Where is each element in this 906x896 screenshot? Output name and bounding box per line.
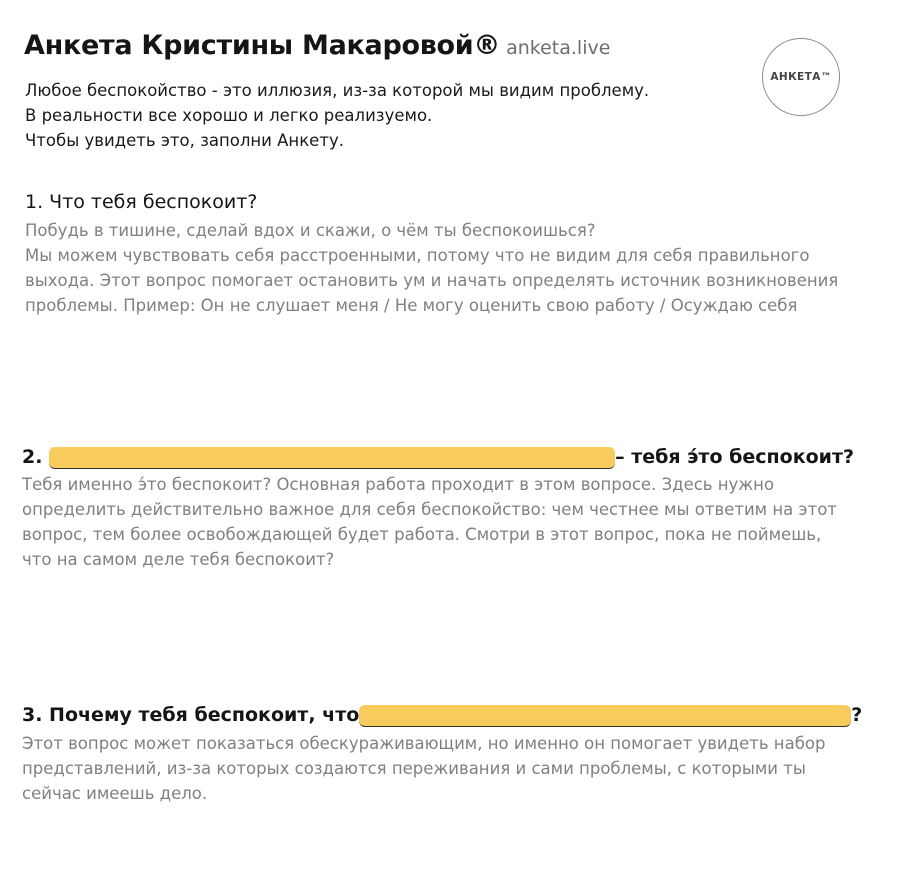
question-2-description	[22, 472, 852, 572]
question-3-title	[22, 704, 862, 727]
anketa-logo	[762, 38, 840, 116]
question-1-description	[25, 218, 855, 318]
description-line: выхода. Этот вопрос помогает остановить ум и начать определять источник возникновения	[25, 271, 839, 290]
intro-line: Любое беспокойство - это иллюзия, из-за которой мы видим проблему.	[25, 81, 650, 100]
question-3-suffix: ?	[851, 704, 863, 726]
description-line: Мы можем чувствовать себя расстроенными, потому что не видим для себя правильного	[25, 246, 810, 265]
description-line: Побудь в тишине, сделай вдох и скажи, о чём ты беспокоишься?	[25, 221, 596, 240]
description-line: определить действительно важное для себя беспокойство: чем честнее мы ответим на этот	[22, 500, 837, 519]
question-2-title	[22, 446, 854, 469]
description-line: вопрос, тем более освобождающей будет работа. Смотри в этот вопрос, пока не поймешь,	[22, 525, 822, 544]
logo-text: АНКЕТА™	[770, 71, 832, 83]
question-3-description	[22, 731, 852, 806]
description-line: представлений, из-за которых создаются переживания и сами проблемы, с которыми ты	[22, 759, 806, 778]
title-text: Анкета Кристины Макаровой®	[24, 30, 501, 61]
description-line: Тебя именно э́то беспокоит? Основная работа проходит в этом вопросе. Здесь нужно	[22, 475, 775, 494]
site-name[interactable]: anketa.live	[506, 37, 611, 59]
question-2-suffix: – тебя э́то беспокоит?	[615, 446, 855, 468]
question-3-prefix: 3. Почему тебя беспокоит, что	[22, 704, 360, 726]
page-title	[24, 30, 610, 61]
description-line: что на самом деле тебя беспокоит?	[22, 550, 335, 569]
intro-text	[25, 78, 649, 153]
intro-line: В реальности все хорошо и легко реализуемо.	[25, 106, 433, 125]
question-1-title: 1. Что тебя беспокоит?	[25, 191, 258, 213]
description-line: Этот вопрос может показаться обескураживающим, но именно он помогает увидеть набор	[22, 734, 826, 753]
intro-line: Чтобы увидеть это, заполни Анкету.	[25, 131, 344, 150]
question-3-answer-field[interactable]	[359, 705, 851, 727]
description-line: сейчас имеешь дело.	[22, 784, 208, 803]
question-2-answer-field[interactable]	[49, 447, 615, 469]
question-2-prefix: 2.	[22, 446, 43, 468]
description-line: проблемы. Пример: Он не слушает меня / Не могу оценить свою работу / Осуждаю себя	[25, 296, 798, 315]
